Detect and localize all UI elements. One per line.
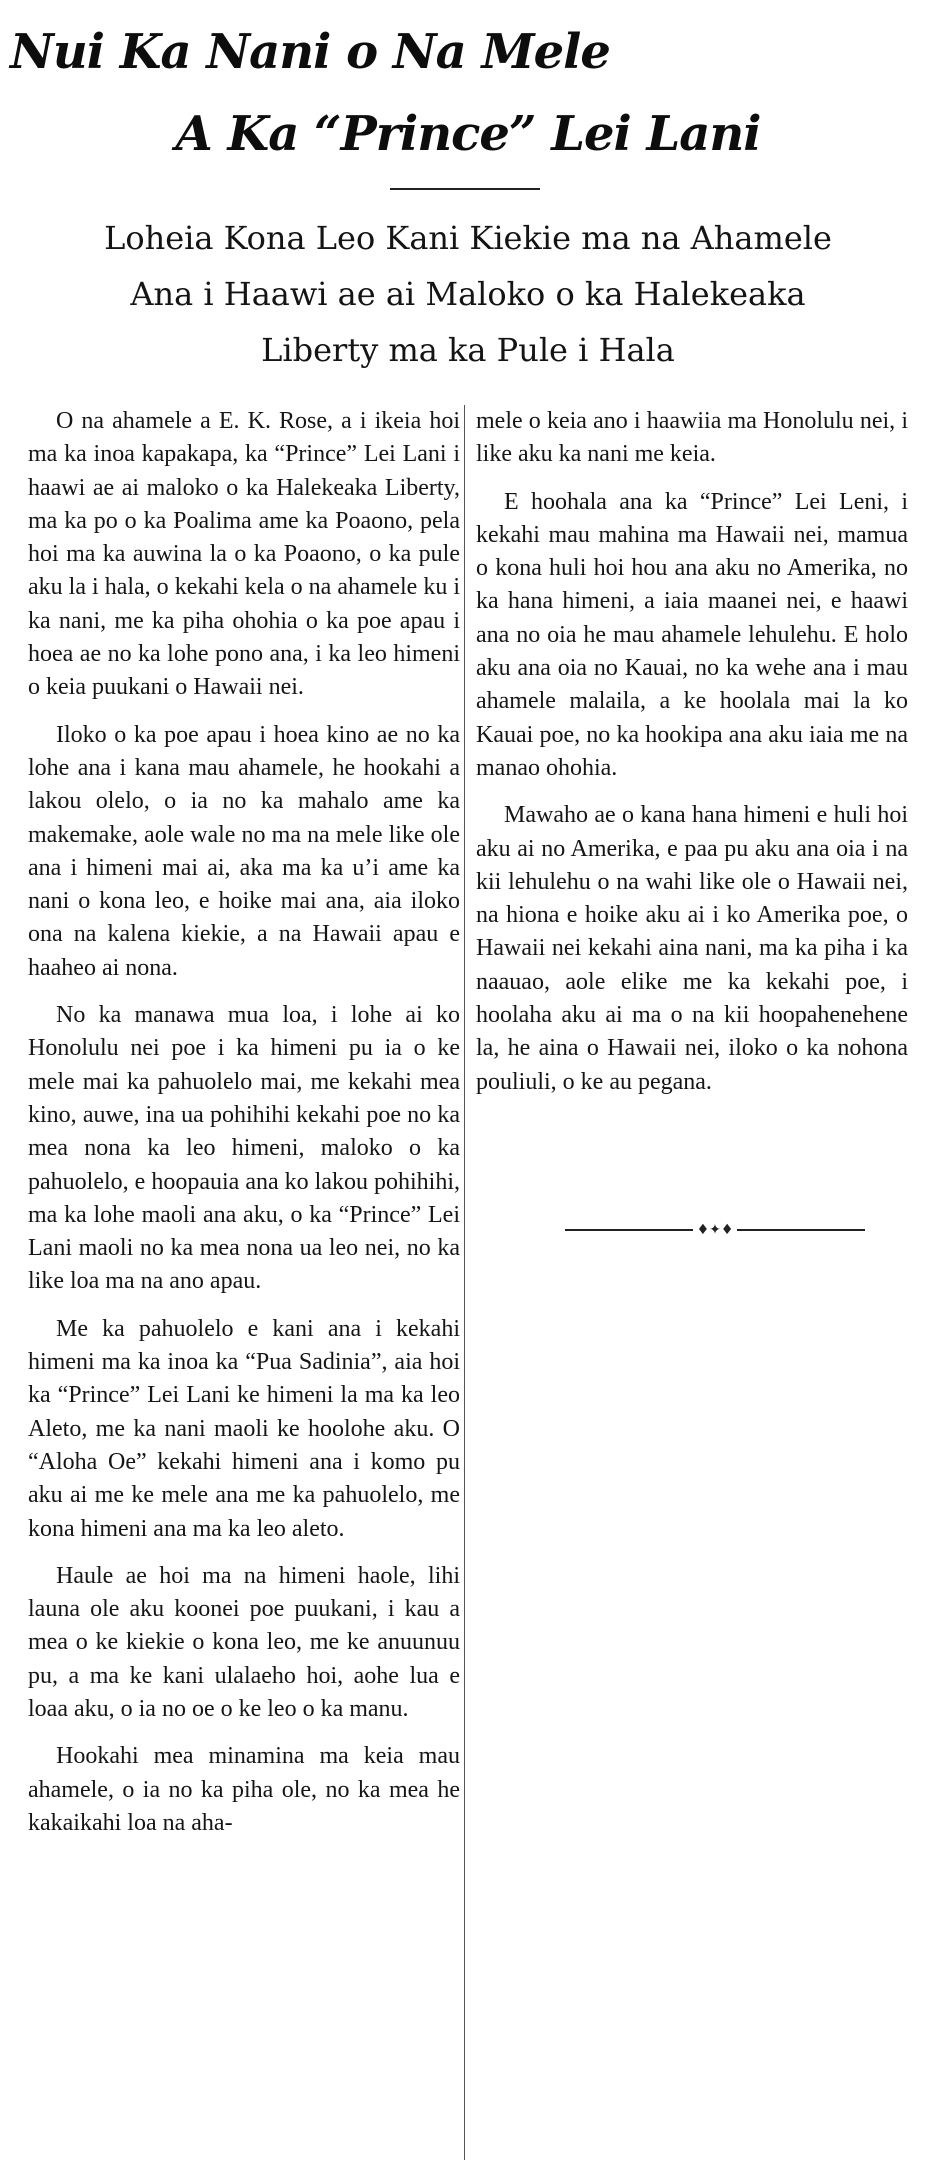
article-paragraph: Mawaho ae o kana hana himeni e huli hoi aku ai no Amerika, e paa pu aku ana oia i na kii lehulehu o na wahi like ole o Hawaii nei, na hiona e hoike aku ai i ko Amerika poe, o Hawaii nei kekahi aina nani, ma ka piha i ka naauao, aole elike me ka kekahi poe, i hoolaha aku ai ma o na kii hoopahenehene la, he aina o Hawaii nei, iloko o ka nohona pouliuli, o ke au pegana. [476, 802, 908, 1095]
deck-line-2: Ana i Haawi ae ai Maloko o ka Halekeaka [130, 275, 806, 313]
article-paragraph: Me ka pahuolelo e kani ana i kekahi himeni ma ka inoa ka “Pua Sadinia”, aia hoi ka “Prince” Lei Lani ke himeni la ma ka leo Aleto, me ka nani maoli ke hoolohe aku. O “Aloha Oe” kekahi himeni ana i komo pu aku ai me ke mele ana me ka pahuolelo, me kona himeni ana ma ka leo aleto. [28, 1315, 460, 1542]
article-column-right [476, 405, 908, 1113]
headline-line-1: Nui Ka Nani o Na Mele [10, 24, 610, 80]
article-paragraph: E hoohala ana ka “Prince” Lei Leni, i kekahi mau mahina ma Hawaii nei, mamua o kona huli hoi hou ana aku no Amerika, no ka hana himeni, a iaia maanei nei, e haawi ana no oia he mau ahamele lehulehu. E holo aku ana oia no Kauai, no ka wehe ana i mau ahamele malaila, a ke hoolala mai la ko Kauai poe, no ka hookipa ana aku iaia me na manao ohohia. [476, 488, 908, 781]
article-paragraph: mele o keia ano i haawiia ma Honolulu nei, i like aku ka nani me keia. [476, 408, 908, 468]
article-paragraph: Iloko o ka poe apau i hoea kino ae no ka lohe ana i kana mau ahamele, he hookahi a lakou olelo, o ia no ka mahalo ame ka makemake, aole wale no ma na mele like ole ana i himeni mai ai, aka ma ka u’i ame ka nani o kona leo, e hoike mai ana, aia iloko ona na kalena kiekie, a na Hawaii apau e haaheo ai nona. [28, 721, 460, 981]
headline-divider [390, 188, 540, 190]
headline-line-2: A Ka “Prince” Lei Lani [175, 106, 761, 162]
deck-line-3: Liberty ma ka Pule i Hala [261, 331, 675, 369]
article-paragraph: Hookahi mea minamina ma keia mau ahamele, o ia no ka piha ole, no ka mea he kakaikahi loa na aha- [28, 1743, 460, 1836]
article-paragraph: O na ahamele a E. K. Rose, a i ikeia hoi ma ka inoa kapakapa, ka “Prince” Lei Lani i haawi ae ai maloko o ka Halekeaka Liberty, ma ka po o ka Poalima ame ka Poaono, pela hoi ma ka auwina la o ka Poaono, o ka pule aku la i hala, o kekahi kela o na ahamele ku i ka nani, me ka piha ohohia o ka poe apau i hoea ae no ka lohe pono ana, i ka leo himeni o keia puukani o Hawaii nei. [28, 408, 460, 701]
subheadline-deck [20, 210, 916, 378]
column-divider [464, 405, 465, 2160]
rule-bar [565, 1229, 693, 1231]
article-column-left [28, 405, 460, 1854]
ornament-icon: ♦✦♦ [696, 1222, 734, 1238]
deck-line-1: Loheia Kona Leo Kani Kiekie ma na Ahamele [104, 219, 832, 257]
article-paragraph: No ka manawa mua loa, i lohe ai ko Honolulu nei poe i ka himeni pu ia o ke mele mai ka pahuolelo mai, me kekahi mea kino, auwe, ina ua pohihihi kekahi poe no ka mea nona ka leo himeni, maloko o ka pahuolelo, e hoopauia ana ko lakou pohihihi, ma ka lohe maoli ana aku, o ka “Prince” Lei Lani maoli no ka mea nona ua leo nei, no ka like loa ma na ano apau. [28, 1002, 460, 1295]
end-of-article-rule [565, 1221, 865, 1239]
article-paragraph: Haule ae hoi ma na himeni haole, lihi launa ole aku koonei poe puukani, i kau a mea o ke kiekie o kona leo, me ke anuunuu pu, a ma ke kani ulalaeho hoi, aohe lua e loaa aku, o ia no oe o ke leo o ka manu. [28, 1562, 460, 1722]
rule-bar [737, 1229, 865, 1231]
